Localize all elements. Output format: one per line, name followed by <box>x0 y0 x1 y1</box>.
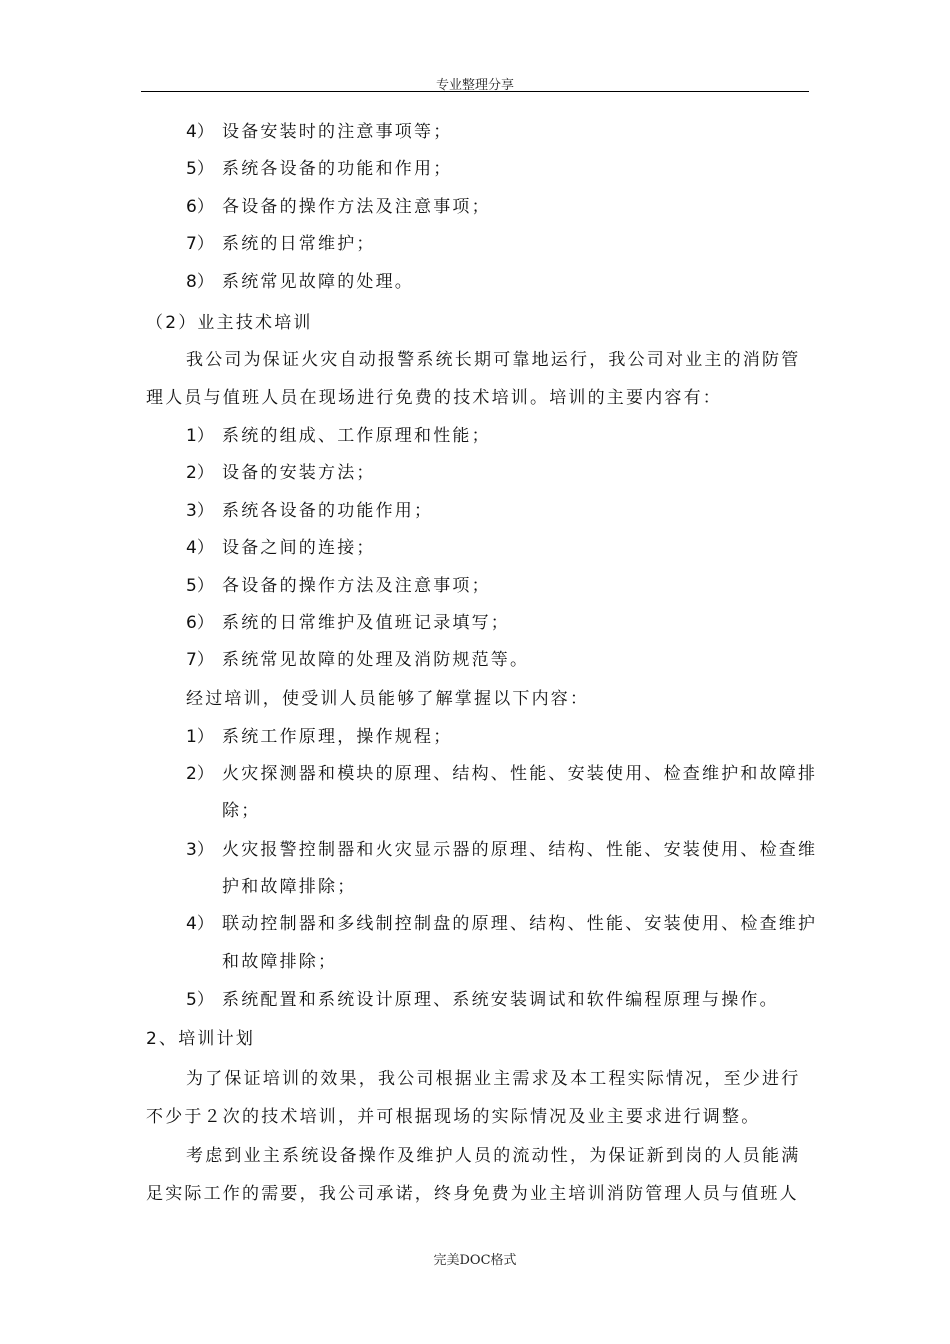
header-divider <box>141 91 809 92</box>
list-item-number: 3） <box>186 501 214 521</box>
page-footer-text: 完美DOC格式 <box>433 1253 517 1268</box>
list-item <box>186 158 452 180</box>
list-item-text: 火灾报警控制器和火灾显示器的原理、结构、性能、安装使用、检查维 <box>222 840 818 860</box>
list-item-number: 6） <box>186 197 214 217</box>
list-item <box>186 839 817 861</box>
list-item <box>186 233 376 255</box>
list-item <box>186 271 414 293</box>
list-item-text: 各设备的操作方法及注意事项； <box>222 197 491 217</box>
list-item-number: 2） <box>186 463 214 483</box>
list-item-text: 设备安装时的注意事项等； <box>222 122 453 142</box>
list-item-text: 系统各设备的功能作用； <box>222 501 434 521</box>
list-item <box>186 989 779 1011</box>
list-item-continuation: 除； <box>222 801 261 821</box>
list-item <box>186 500 433 522</box>
list-item-text: 系统常见故障的处理。 <box>222 272 414 292</box>
list-item <box>186 196 491 218</box>
list-item-number: 5） <box>186 159 214 179</box>
list-item <box>186 575 491 597</box>
list-item-number: 4） <box>186 538 214 558</box>
page-header-title: 专业整理分享 <box>435 78 514 93</box>
section-heading: （2）业主技术培训 <box>146 313 313 333</box>
paragraph-line: 足实际工作的需要，我公司承诺，终身免费为业主培训消防管理人员与值班人 <box>146 1184 799 1204</box>
list-item-text: 系统各设备的功能和作用； <box>222 159 453 179</box>
paragraph-line: 理人员与值班人员在现场进行免费的技术培训。培训的主要内容有： <box>146 388 722 408</box>
list-item-text: 系统工作原理，操作规程； <box>222 727 453 747</box>
paragraph-line: 为了保证培训的效果，我公司根据业主需求及本工程实际情况，至少进行 <box>186 1069 801 1089</box>
list-item <box>186 462 376 484</box>
list-item-number: 5） <box>186 990 214 1010</box>
paragraph-line: 我公司为保证火灾自动报警系统长期可靠地运行，我公司对业主的消防管 <box>186 350 801 370</box>
list-item-number: 4） <box>186 122 214 142</box>
list-item-text: 火灾探测器和模块的原理、结构、性能、安装使用、检查维护和故障排 <box>222 764 818 784</box>
list-item-continuation: 护和故障排除； <box>222 877 357 897</box>
list-item <box>186 612 510 634</box>
list-item-text: 联动控制器和多线制控制盘的原理、结构、性能、安装使用、检查维护 <box>222 914 818 934</box>
section-heading: 2、培训计划 <box>146 1029 256 1049</box>
list-item-text: 系统的组成、工作原理和性能； <box>222 426 491 446</box>
list-item-number: 7） <box>186 650 214 670</box>
list-item-number: 6） <box>186 613 214 633</box>
list-item <box>186 726 452 748</box>
list-item <box>186 649 529 671</box>
list-item <box>186 913 817 935</box>
paragraph-line: 不少于２次的技术培训，并可根据现场的实际情况及业主要求进行调整。 <box>146 1107 761 1127</box>
list-item-text: 系统的日常维护； <box>222 234 376 254</box>
list-item-text: 系统的日常维护及值班记录填写； <box>222 613 510 633</box>
list-item-number: 5） <box>186 576 214 596</box>
list-item-number: 4） <box>186 914 214 934</box>
list-item-text: 设备之间的连接； <box>222 538 376 558</box>
list-item-number: 1） <box>186 426 214 446</box>
list-item <box>186 537 376 559</box>
list-item-number: 7） <box>186 234 214 254</box>
paragraph-line: 考虑到业主系统设备操作及维护人员的流动性，为保证新到岗的人员能满 <box>186 1146 801 1166</box>
list-item-number: 8） <box>186 272 214 292</box>
list-item <box>186 425 491 447</box>
list-item-text: 系统常见故障的处理及消防规范等。 <box>222 650 530 670</box>
list-item-text: 设备的安装方法； <box>222 463 376 483</box>
list-item <box>186 763 817 785</box>
list-item-number: 3） <box>186 840 214 860</box>
list-item-text: 系统配置和系统设计原理、系统安装调试和软件编程原理与操作。 <box>222 990 779 1010</box>
paragraph-line: 经过培训，使受训人员能够了解掌握以下内容： <box>186 689 590 709</box>
list-item-number: 2） <box>186 764 214 784</box>
list-item-text: 各设备的操作方法及注意事项； <box>222 576 491 596</box>
list-item-number: 1） <box>186 727 214 747</box>
list-item-continuation: 和故障排除； <box>222 952 338 972</box>
list-item <box>186 121 452 143</box>
